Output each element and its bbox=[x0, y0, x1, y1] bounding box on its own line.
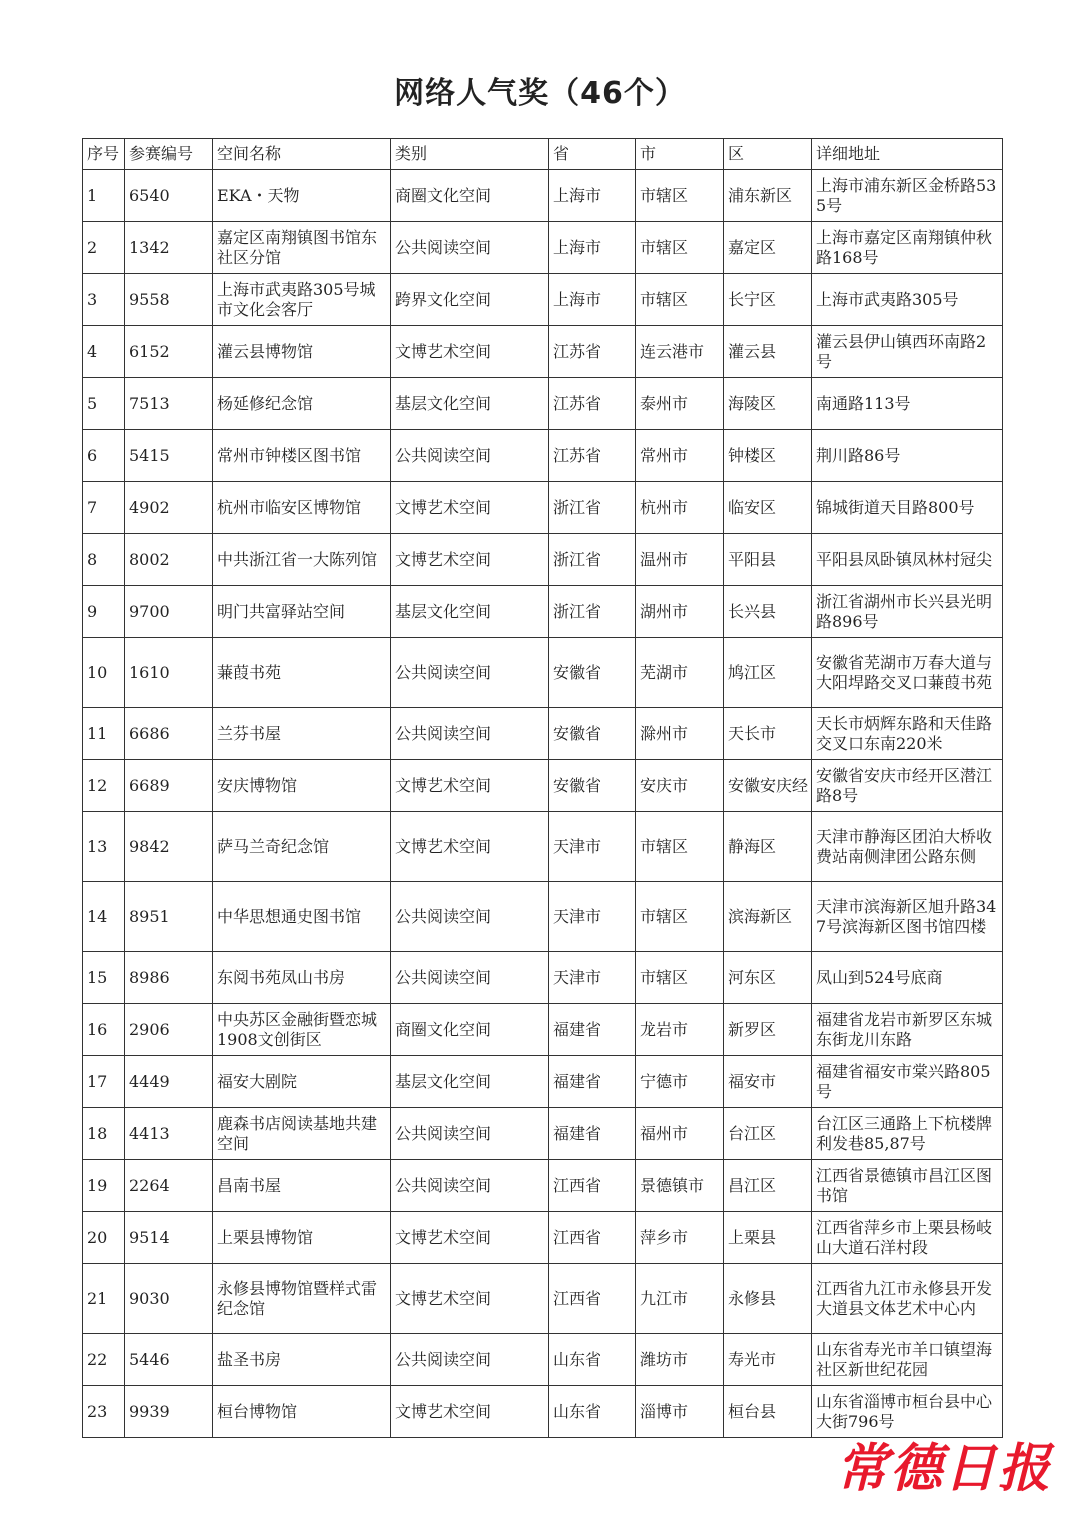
city-cell: 市辖区 bbox=[636, 222, 724, 274]
space-name-cell: 杭州市临安区博物馆 bbox=[213, 482, 391, 534]
newspaper-watermark: 常德日报 bbox=[835, 1439, 1052, 1499]
table-row bbox=[83, 586, 1003, 638]
address-cell: 安徽省安庆市经开区潜江路8号 bbox=[812, 760, 1003, 812]
space-name-cell: 上海市武夷路305号城市文化会客厅 bbox=[213, 274, 391, 326]
city-cell: 景德镇市 bbox=[636, 1160, 724, 1212]
address-cell: 江西省萍乡市上栗县杨岐山大道石洋村段 bbox=[812, 1212, 1003, 1264]
city-cell: 宁德市 bbox=[636, 1056, 724, 1108]
table-row bbox=[83, 1264, 1003, 1334]
city-cell: 九江市 bbox=[636, 1264, 724, 1334]
category-cell: 基层文化空间 bbox=[391, 1056, 549, 1108]
address-cell: 台江区三通路上下杭楼牌利发巷85,87号 bbox=[812, 1108, 1003, 1160]
space-name-cell: 中华思想通史图书馆 bbox=[213, 882, 391, 952]
category-cell: 文博艺术空间 bbox=[391, 1264, 549, 1334]
table-row bbox=[83, 1160, 1003, 1212]
address-cell: 安徽省芜湖市万春大道与大阳垾路交叉口蒹葭书苑 bbox=[812, 638, 1003, 708]
province-cell: 山东省 bbox=[549, 1334, 636, 1386]
table-row bbox=[83, 882, 1003, 952]
province-cell: 天津市 bbox=[549, 812, 636, 882]
table-row bbox=[83, 1212, 1003, 1264]
address-cell: 锦城街道天目路800号 bbox=[812, 482, 1003, 534]
address-cell: 凤山到524号底商 bbox=[812, 952, 1003, 1004]
entry-id-cell: 9939 bbox=[125, 1386, 213, 1438]
city-cell: 龙岩市 bbox=[636, 1004, 724, 1056]
row-number-cell: 20 bbox=[83, 1212, 125, 1264]
district-cell: 平阳县 bbox=[724, 534, 812, 586]
entry-id-cell: 4449 bbox=[125, 1056, 213, 1108]
city-cell: 连云港市 bbox=[636, 326, 724, 378]
category-cell: 公共阅读空间 bbox=[391, 638, 549, 708]
category-cell: 文博艺术空间 bbox=[391, 1386, 549, 1438]
city-cell: 温州市 bbox=[636, 534, 724, 586]
column-header: 参赛编号 bbox=[125, 139, 213, 170]
row-number-cell: 22 bbox=[83, 1334, 125, 1386]
entry-id-cell: 5446 bbox=[125, 1334, 213, 1386]
district-cell: 永修县 bbox=[724, 1264, 812, 1334]
space-name-cell: 福安大剧院 bbox=[213, 1056, 391, 1108]
table-row bbox=[83, 430, 1003, 482]
district-cell: 上栗县 bbox=[724, 1212, 812, 1264]
space-name-cell: 昌南书屋 bbox=[213, 1160, 391, 1212]
province-cell: 山东省 bbox=[549, 1386, 636, 1438]
row-number-cell: 17 bbox=[83, 1056, 125, 1108]
space-name-cell: 盐圣书房 bbox=[213, 1334, 391, 1386]
entry-id-cell: 6686 bbox=[125, 708, 213, 760]
entry-id-cell: 4902 bbox=[125, 482, 213, 534]
address-cell: 山东省淄博市桓台县中心大街796号 bbox=[812, 1386, 1003, 1438]
category-cell: 公共阅读空间 bbox=[391, 430, 549, 482]
space-name-cell: 兰芬书屋 bbox=[213, 708, 391, 760]
city-cell: 市辖区 bbox=[636, 812, 724, 882]
row-number-cell: 23 bbox=[83, 1386, 125, 1438]
table-row bbox=[83, 534, 1003, 586]
address-cell: 上海市武夷路305号 bbox=[812, 274, 1003, 326]
entry-id-cell: 7513 bbox=[125, 378, 213, 430]
entry-id-cell: 9558 bbox=[125, 274, 213, 326]
row-number-cell: 1 bbox=[83, 170, 125, 222]
category-cell: 公共阅读空间 bbox=[391, 952, 549, 1004]
district-cell: 安徽安庆经 bbox=[724, 760, 812, 812]
space-name-cell: 灌云县博物馆 bbox=[213, 326, 391, 378]
space-name-cell: 永修县博物馆暨样式雷纪念馆 bbox=[213, 1264, 391, 1334]
city-cell: 市辖区 bbox=[636, 882, 724, 952]
district-cell: 台江区 bbox=[724, 1108, 812, 1160]
province-cell: 福建省 bbox=[549, 1108, 636, 1160]
table-row bbox=[83, 482, 1003, 534]
column-header: 区 bbox=[724, 139, 812, 170]
address-cell: 天津市滨海新区旭升路347号滨海新区图书馆四楼 bbox=[812, 882, 1003, 952]
space-name-cell: 中共浙江省一大陈列馆 bbox=[213, 534, 391, 586]
entry-id-cell: 6540 bbox=[125, 170, 213, 222]
table-header-row bbox=[83, 139, 1003, 170]
entry-id-cell: 8951 bbox=[125, 882, 213, 952]
space-name-cell: 明门共富驿站空间 bbox=[213, 586, 391, 638]
table-row bbox=[83, 1056, 1003, 1108]
category-cell: 公共阅读空间 bbox=[391, 1108, 549, 1160]
category-cell: 商圈文化空间 bbox=[391, 1004, 549, 1056]
entry-id-cell: 9030 bbox=[125, 1264, 213, 1334]
category-cell: 文博艺术空间 bbox=[391, 326, 549, 378]
city-cell: 芜湖市 bbox=[636, 638, 724, 708]
province-cell: 天津市 bbox=[549, 882, 636, 952]
district-cell: 临安区 bbox=[724, 482, 812, 534]
row-number-cell: 11 bbox=[83, 708, 125, 760]
space-name-cell: 萨马兰奇纪念馆 bbox=[213, 812, 391, 882]
city-cell: 常州市 bbox=[636, 430, 724, 482]
city-cell: 泰州市 bbox=[636, 378, 724, 430]
city-cell: 福州市 bbox=[636, 1108, 724, 1160]
row-number-cell: 13 bbox=[83, 812, 125, 882]
awards-table bbox=[82, 138, 1003, 1438]
category-cell: 文博艺术空间 bbox=[391, 1212, 549, 1264]
entry-id-cell: 2906 bbox=[125, 1004, 213, 1056]
table-row bbox=[83, 952, 1003, 1004]
province-cell: 上海市 bbox=[549, 274, 636, 326]
city-cell: 安庆市 bbox=[636, 760, 724, 812]
page-title: 网络人气奖（46个） bbox=[394, 76, 686, 111]
category-cell: 跨界文化空间 bbox=[391, 274, 549, 326]
row-number-cell: 18 bbox=[83, 1108, 125, 1160]
category-cell: 公共阅读空间 bbox=[391, 1160, 549, 1212]
space-name-cell: 东阅书苑凤山书房 bbox=[213, 952, 391, 1004]
entry-id-cell: 6152 bbox=[125, 326, 213, 378]
column-header: 类别 bbox=[391, 139, 549, 170]
table-row bbox=[83, 274, 1003, 326]
category-cell: 公共阅读空间 bbox=[391, 1334, 549, 1386]
address-cell: 上海市浦东新区金桥路535号 bbox=[812, 170, 1003, 222]
column-header: 详细地址 bbox=[812, 139, 1003, 170]
row-number-cell: 10 bbox=[83, 638, 125, 708]
district-cell: 海陵区 bbox=[724, 378, 812, 430]
space-name-cell: 上栗县博物馆 bbox=[213, 1212, 391, 1264]
row-number-cell: 14 bbox=[83, 882, 125, 952]
province-cell: 江西省 bbox=[549, 1160, 636, 1212]
row-number-cell: 15 bbox=[83, 952, 125, 1004]
address-cell: 福建省福安市棠兴路805号 bbox=[812, 1056, 1003, 1108]
table-row bbox=[83, 1004, 1003, 1056]
province-cell: 福建省 bbox=[549, 1056, 636, 1108]
space-name-cell: EKA・天物 bbox=[213, 170, 391, 222]
category-cell: 公共阅读空间 bbox=[391, 222, 549, 274]
column-header: 空间名称 bbox=[213, 139, 391, 170]
province-cell: 江苏省 bbox=[549, 430, 636, 482]
address-cell: 江西省景德镇市昌江区图书馆 bbox=[812, 1160, 1003, 1212]
row-number-cell: 12 bbox=[83, 760, 125, 812]
address-cell: 天长市炳辉东路和天佳路交叉口东南220米 bbox=[812, 708, 1003, 760]
city-cell: 淄博市 bbox=[636, 1386, 724, 1438]
space-name-cell: 桓台博物馆 bbox=[213, 1386, 391, 1438]
address-cell: 天津市静海区团泊大桥收费站南侧津团公路东侧 bbox=[812, 812, 1003, 882]
row-number-cell: 4 bbox=[83, 326, 125, 378]
district-cell: 新罗区 bbox=[724, 1004, 812, 1056]
space-name-cell: 安庆博物馆 bbox=[213, 760, 391, 812]
province-cell: 上海市 bbox=[549, 222, 636, 274]
entry-id-cell: 9842 bbox=[125, 812, 213, 882]
entry-id-cell: 6689 bbox=[125, 760, 213, 812]
category-cell: 商圈文化空间 bbox=[391, 170, 549, 222]
category-cell: 文博艺术空间 bbox=[391, 534, 549, 586]
table-row bbox=[83, 170, 1003, 222]
address-cell: 上海市嘉定区南翔镇仲秋路168号 bbox=[812, 222, 1003, 274]
district-cell: 河东区 bbox=[724, 952, 812, 1004]
city-cell: 萍乡市 bbox=[636, 1212, 724, 1264]
province-cell: 安徽省 bbox=[549, 708, 636, 760]
space-name-cell: 蒹葭书苑 bbox=[213, 638, 391, 708]
category-cell: 公共阅读空间 bbox=[391, 882, 549, 952]
province-cell: 天津市 bbox=[549, 952, 636, 1004]
entry-id-cell: 1342 bbox=[125, 222, 213, 274]
table-row bbox=[83, 812, 1003, 882]
row-number-cell: 5 bbox=[83, 378, 125, 430]
category-cell: 文博艺术空间 bbox=[391, 812, 549, 882]
address-cell: 灌云县伊山镇西环南路2号 bbox=[812, 326, 1003, 378]
district-cell: 天长市 bbox=[724, 708, 812, 760]
category-cell: 文博艺术空间 bbox=[391, 760, 549, 812]
district-cell: 福安市 bbox=[724, 1056, 812, 1108]
province-cell: 浙江省 bbox=[549, 586, 636, 638]
table-row bbox=[83, 638, 1003, 708]
table-row bbox=[83, 708, 1003, 760]
space-name-cell: 中央苏区金融街暨恋城1908文创街区 bbox=[213, 1004, 391, 1056]
address-cell: 浙江省湖州市长兴县光明路896号 bbox=[812, 586, 1003, 638]
district-cell: 浦东新区 bbox=[724, 170, 812, 222]
space-name-cell: 杨延修纪念馆 bbox=[213, 378, 391, 430]
entry-id-cell: 8986 bbox=[125, 952, 213, 1004]
category-cell: 基层文化空间 bbox=[391, 586, 549, 638]
address-cell: 平阳县凤卧镇凤林村冠尖 bbox=[812, 534, 1003, 586]
city-cell: 杭州市 bbox=[636, 482, 724, 534]
column-header: 市 bbox=[636, 139, 724, 170]
address-cell: 荆川路86号 bbox=[812, 430, 1003, 482]
row-number-cell: 19 bbox=[83, 1160, 125, 1212]
row-number-cell: 7 bbox=[83, 482, 125, 534]
province-cell: 浙江省 bbox=[549, 482, 636, 534]
district-cell: 长兴县 bbox=[724, 586, 812, 638]
province-cell: 浙江省 bbox=[549, 534, 636, 586]
city-cell: 湖州市 bbox=[636, 586, 724, 638]
entry-id-cell: 8002 bbox=[125, 534, 213, 586]
table-row bbox=[83, 1334, 1003, 1386]
city-cell: 潍坊市 bbox=[636, 1334, 724, 1386]
table-row bbox=[83, 760, 1003, 812]
entry-id-cell: 9514 bbox=[125, 1212, 213, 1264]
district-cell: 静海区 bbox=[724, 812, 812, 882]
province-cell: 江西省 bbox=[549, 1264, 636, 1334]
district-cell: 长宁区 bbox=[724, 274, 812, 326]
city-cell: 滁州市 bbox=[636, 708, 724, 760]
entry-id-cell: 1610 bbox=[125, 638, 213, 708]
city-cell: 市辖区 bbox=[636, 170, 724, 222]
space-name-cell: 嘉定区南翔镇图书馆东社区分馆 bbox=[213, 222, 391, 274]
province-cell: 福建省 bbox=[549, 1004, 636, 1056]
city-cell: 市辖区 bbox=[636, 952, 724, 1004]
province-cell: 安徽省 bbox=[549, 760, 636, 812]
province-cell: 上海市 bbox=[549, 170, 636, 222]
category-cell: 公共阅读空间 bbox=[391, 708, 549, 760]
row-number-cell: 16 bbox=[83, 1004, 125, 1056]
entry-id-cell: 5415 bbox=[125, 430, 213, 482]
table-body bbox=[83, 170, 1003, 1438]
address-cell: 福建省龙岩市新罗区东城东街龙川东路 bbox=[812, 1004, 1003, 1056]
address-cell: 江西省九江市永修县开发大道县文体艺术中心内 bbox=[812, 1264, 1003, 1334]
district-cell: 嘉定区 bbox=[724, 222, 812, 274]
row-number-cell: 3 bbox=[83, 274, 125, 326]
space-name-cell: 鹿森书店阅读基地共建空间 bbox=[213, 1108, 391, 1160]
entry-id-cell: 4413 bbox=[125, 1108, 213, 1160]
space-name-cell: 常州市钟楼区图书馆 bbox=[213, 430, 391, 482]
province-cell: 江苏省 bbox=[549, 326, 636, 378]
address-cell: 山东省寿光市羊口镇望海社区新世纪花园 bbox=[812, 1334, 1003, 1386]
district-cell: 钟楼区 bbox=[724, 430, 812, 482]
category-cell: 文博艺术空间 bbox=[391, 482, 549, 534]
province-cell: 安徽省 bbox=[549, 638, 636, 708]
row-number-cell: 6 bbox=[83, 430, 125, 482]
row-number-cell: 21 bbox=[83, 1264, 125, 1334]
district-cell: 灌云县 bbox=[724, 326, 812, 378]
category-cell: 基层文化空间 bbox=[391, 378, 549, 430]
table-row bbox=[83, 326, 1003, 378]
table-row bbox=[83, 222, 1003, 274]
row-number-cell: 8 bbox=[83, 534, 125, 586]
table-row bbox=[83, 378, 1003, 430]
row-number-cell: 2 bbox=[83, 222, 125, 274]
column-header: 省 bbox=[549, 139, 636, 170]
district-cell: 寿光市 bbox=[724, 1334, 812, 1386]
city-cell: 市辖区 bbox=[636, 274, 724, 326]
district-cell: 鸠江区 bbox=[724, 638, 812, 708]
entry-id-cell: 9700 bbox=[125, 586, 213, 638]
district-cell: 滨海新区 bbox=[724, 882, 812, 952]
province-cell: 江苏省 bbox=[549, 378, 636, 430]
district-cell: 昌江区 bbox=[724, 1160, 812, 1212]
province-cell: 江西省 bbox=[549, 1212, 636, 1264]
district-cell: 桓台县 bbox=[724, 1386, 812, 1438]
address-cell: 南通路113号 bbox=[812, 378, 1003, 430]
column-header: 序号 bbox=[83, 139, 125, 170]
table-row bbox=[83, 1108, 1003, 1160]
row-number-cell: 9 bbox=[83, 586, 125, 638]
entry-id-cell: 2264 bbox=[125, 1160, 213, 1212]
